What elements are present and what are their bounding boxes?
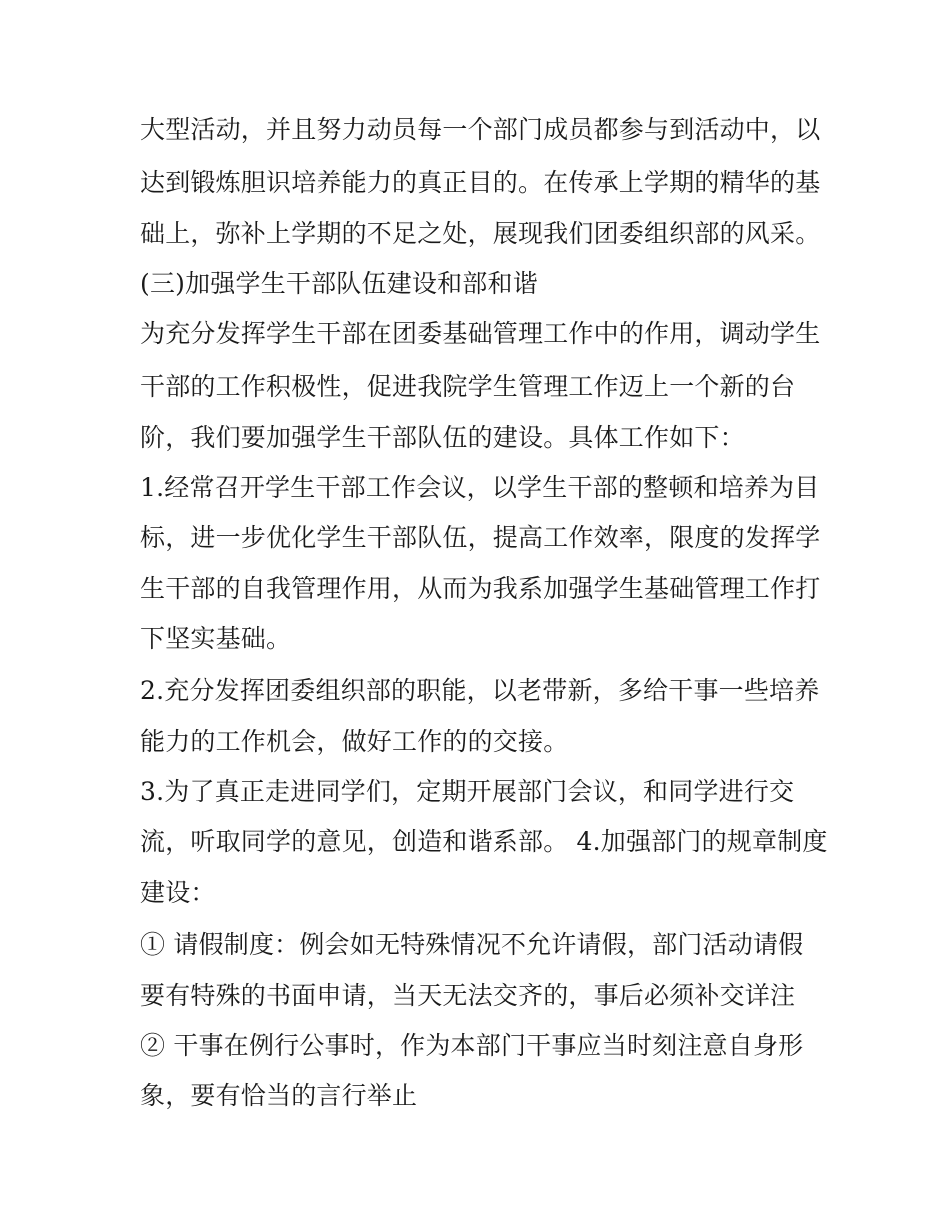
text-line: 象，要有恰当的言行举止 <box>140 1081 418 1110</box>
text-line: 础上，弥补上学期的不足之处，展现我们团委组织部的风采。 <box>140 219 821 248</box>
text-line: 达到锻炼胆识培养能力的真正目的。在传承上学期的精华的基 <box>140 168 821 197</box>
section-heading: (三)加强学生干部队伍建设和部和谐 <box>140 269 538 298</box>
text-line: 下坚实基础。 <box>140 624 292 653</box>
text-line: 能力的工作机会，做好工作的的交接。 <box>140 727 569 756</box>
text-line: 流，听取同学的意见，创造和谐系部。 4.加强部门的规章制度 <box>140 827 828 856</box>
text-line: 干部的工作积极性，促进我院学生管理工作迈上一个新的台 <box>140 372 796 401</box>
text-line: 3.为了真正走进同学们，定期开展部门会议，和同学进行交 <box>140 777 795 806</box>
text-line: 阶，我们要加强学生干部队伍的建设。具体工作如下： <box>140 423 745 452</box>
text-line: 1.经常召开学生干部工作会议，以学生干部的整顿和培养为目 <box>140 473 820 502</box>
text-line: 建设： <box>140 878 216 907</box>
text-line: ① 请假制度：例会如无特殊情况不允许请假，部门活动请假 <box>140 930 804 959</box>
text-line: 生干部的自我管理作用，从而为我系加强学生基础管理工作打 <box>140 574 821 603</box>
text-line: 标，进一步优化学生干部队伍，提高工作效率，限度的发挥学 <box>140 523 821 552</box>
text-line: 大型活动，并且努力动员每一个部门成员都参与到活动中，以 <box>140 115 821 144</box>
text-line: 要有特殊的书面申请，当天无法交齐的，事后必须补交详注 <box>140 981 796 1010</box>
text-line: ② 干事在例行公事时，作为本部门干事应当时刻注意自身形 <box>140 1031 804 1060</box>
text-line: 2.充分发挥团委组织部的职能，以老带新，多给干事一些培养 <box>140 676 820 705</box>
text-line: 为充分发挥学生干部在团委基础管理工作中的作用，调动学生 <box>140 319 821 348</box>
